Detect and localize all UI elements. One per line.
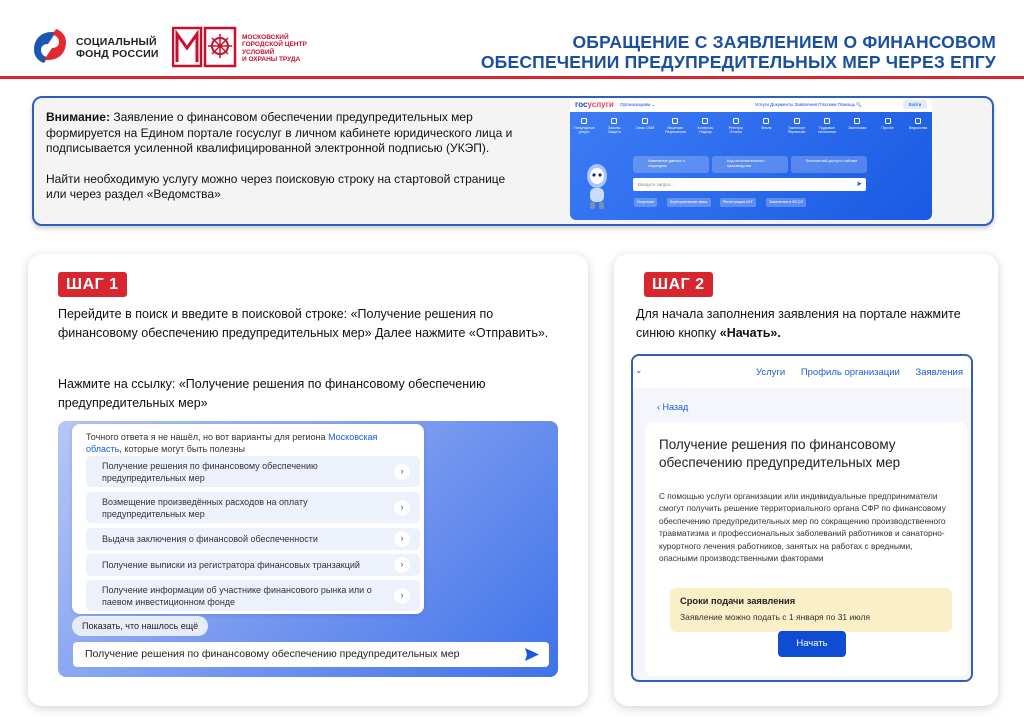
portal-logo[interactable]: госуслуги xyxy=(575,100,614,109)
step1-instruction: Перейдите в поиск и введите в поисковой строке: «Получение решения по финансовому обеспечению предупредительных мер» Далее нажмите «Отправить». xyxy=(58,307,549,340)
portal-category[interactable]: Земля xyxy=(756,118,776,134)
search-results-screenshot xyxy=(58,421,558,677)
portal-category[interactable]: Связь СМИ xyxy=(635,118,655,134)
portal-category[interactable]: Трудовые отношения xyxy=(817,118,837,134)
portal-org-menu[interactable]: Организациям ⌄ xyxy=(620,102,656,107)
category-icon xyxy=(763,118,769,124)
category-icon xyxy=(611,118,617,124)
header xyxy=(0,0,1024,80)
category-icon xyxy=(702,118,708,124)
notice-text xyxy=(46,110,526,203)
mascot-icon xyxy=(584,162,610,210)
deadline-title: Сроки подачи заявления xyxy=(680,596,796,606)
page-title: ОБРАЩЕНИЕ С ЗАЯВЛЕНИЕМ О ФИНАНСОВОМ ОБЕСПЕЧЕНИИ ПРЕДУПРЕДИТЕЛЬНЫХ МЕР ЧЕРЕЗ ЕПГУ xyxy=(480,32,996,72)
category-icon xyxy=(794,118,800,124)
category-icon xyxy=(854,118,860,124)
sfr-logo-icon xyxy=(30,26,70,66)
send-icon[interactable] xyxy=(525,648,539,661)
portal-login-button[interactable]: Войти xyxy=(903,100,927,109)
category-icon xyxy=(824,118,830,124)
search-results-intro: Точного ответа я не нашёл, но вот варианты для региона Московская область, которые могут быть полезны xyxy=(86,432,378,454)
nav-org-profile[interactable]: Профиль организации xyxy=(800,367,900,378)
chevron-right-icon: › xyxy=(394,464,410,480)
portal-search-input[interactable]: Введите запрос... ➤ xyxy=(633,178,866,191)
portal-chip[interactable]: Бесплатный доступ к сайтам xyxy=(791,156,867,173)
chevron-down-icon[interactable]: ⌄ xyxy=(635,365,643,375)
chevron-right-icon: › xyxy=(394,557,410,573)
step2-badge: ШАГ 2 xyxy=(644,272,713,297)
portal-category[interactable]: Экономика xyxy=(847,118,867,134)
search-result-item[interactable]: Выдача заключения о финансовой обеспеченности › xyxy=(86,528,420,550)
chevron-right-icon: › xyxy=(394,588,410,604)
portal-tag[interactable]: Корпоративная связь xyxy=(667,198,711,207)
category-icon xyxy=(581,118,587,124)
step1-badge: ШАГ 1 xyxy=(58,272,127,297)
deadline-text: Заявление можно подать с 1 января по 31 июля xyxy=(680,612,871,622)
mgc-emblem-icon xyxy=(172,26,238,70)
portal-category[interactable]: Ведомства xyxy=(908,118,928,134)
notice-hint: Найти необходимую услугу можно через поисковую строку на стартовой странице или через раздел «Ведомства» xyxy=(46,171,506,201)
deadline-box xyxy=(670,588,952,632)
category-icon xyxy=(915,118,921,124)
portal-category[interactable]: Реестры Отчеты xyxy=(726,118,746,134)
chevron-right-icon: › xyxy=(394,500,410,516)
header-divider xyxy=(0,76,1024,79)
mgc-name: МОСКОВСКИЙ ГОРОДСКОЙ ЦЕНТР УСЛОВИЙ И ОХРАНЫ ТРУДА xyxy=(242,34,307,63)
sfr-name: СОЦИАЛЬНЫЙ ФОНД РОССИИ xyxy=(76,36,159,60)
portal-categories xyxy=(574,118,928,134)
show-more-button[interactable]: Показать, что нашлось ещё xyxy=(72,616,208,636)
start-label: «Начать». xyxy=(719,326,781,340)
portal-main xyxy=(570,112,932,220)
portal-tag[interactable]: Лицензии xyxy=(634,198,657,207)
service-description: С помощью услуги организации или индивидуальные предприниматели смогут получить решение территориального органа СФР по финансовому обеспечению предупредительных мер по сокращению производственного травматизма и профессиональных заболеваний работников и санаторно-курортного лечения работников, занятых на работах с вредными, опасными производственными факторами xyxy=(659,491,946,564)
portal-tag[interactable]: Регистрация ККТ xyxy=(720,198,756,207)
start-button[interactable]: Начать xyxy=(778,631,846,657)
portal-topbar xyxy=(570,98,932,112)
portal-chip[interactable]: Код исполнительного производства xyxy=(712,156,788,173)
search-result-item[interactable]: Получение выписки из регистратора финансовых транзакций › xyxy=(86,554,420,576)
region-link[interactable]: Московская область xyxy=(86,432,378,454)
attention-text: Заявление о финансовом обеспечении предупредительных мер формируется на Едином портале госуслуг в личном кабинете юридического лица и подписывается усиленной квалифицированной электронной подписью (УКЭП). xyxy=(46,110,513,155)
service-page-screenshot xyxy=(631,354,973,682)
back-link[interactable]: ‹ Назад xyxy=(657,402,689,412)
search-result-item[interactable]: Получение решения по финансовому обеспечению предупредительных мер › xyxy=(86,456,420,487)
portal-category[interactable]: Транспорт Перевозки xyxy=(787,118,807,134)
portal-tag[interactable]: Заявления в ФССП xyxy=(766,198,806,207)
nav-applications[interactable]: Заявления xyxy=(915,367,963,378)
service-title: Получение решения по финансовому обеспечению предупредительных мер xyxy=(659,437,901,470)
search-result-item[interactable]: Получение информации об участнике финансового рынка или о паевом инвестиционном фонде › xyxy=(86,580,420,611)
step1-link-hint: Нажмите на ссылку: «Получение решения по финансовому обеспечению предупредительных мер» xyxy=(58,377,486,410)
gosuslugi-portal-screenshot xyxy=(570,98,932,220)
portal-nav[interactable]: Услуги Документы Заявления Платежи Помощь 🔍 xyxy=(755,102,863,107)
category-icon xyxy=(642,118,648,124)
portal-category[interactable]: Контроль Надзор xyxy=(695,118,715,134)
nav-services[interactable]: Услуги xyxy=(755,367,786,378)
portal-chip[interactable]: Изменение данных о соцмедиях xyxy=(633,156,709,173)
search-result-item[interactable]: Возмещение произведённых расходов на оплату предупредительных мер › xyxy=(86,492,420,523)
step2-instruction: Для начала заполнения заявления на портале нажмите синюю кнопку «Начать». xyxy=(636,307,961,340)
portal-category[interactable]: Лицензии Разрешения xyxy=(665,118,685,134)
portal-category[interactable]: Законы Защита xyxy=(604,118,624,134)
attention-label: Внимание: xyxy=(46,110,110,124)
query-input[interactable]: Получение решения по финансовому обеспечению предупредительных мер xyxy=(73,642,549,667)
send-arrow-icon[interactable]: ➤ xyxy=(856,181,862,188)
category-icon xyxy=(885,118,891,124)
search-results-bubble xyxy=(72,424,424,614)
service-nav xyxy=(633,356,971,388)
chevron-right-icon: › xyxy=(394,531,410,547)
portal-category[interactable]: Прочее xyxy=(878,118,898,134)
portal-category[interactable]: Популярные услуги xyxy=(574,118,594,134)
category-icon xyxy=(733,118,739,124)
category-icon xyxy=(672,118,678,124)
